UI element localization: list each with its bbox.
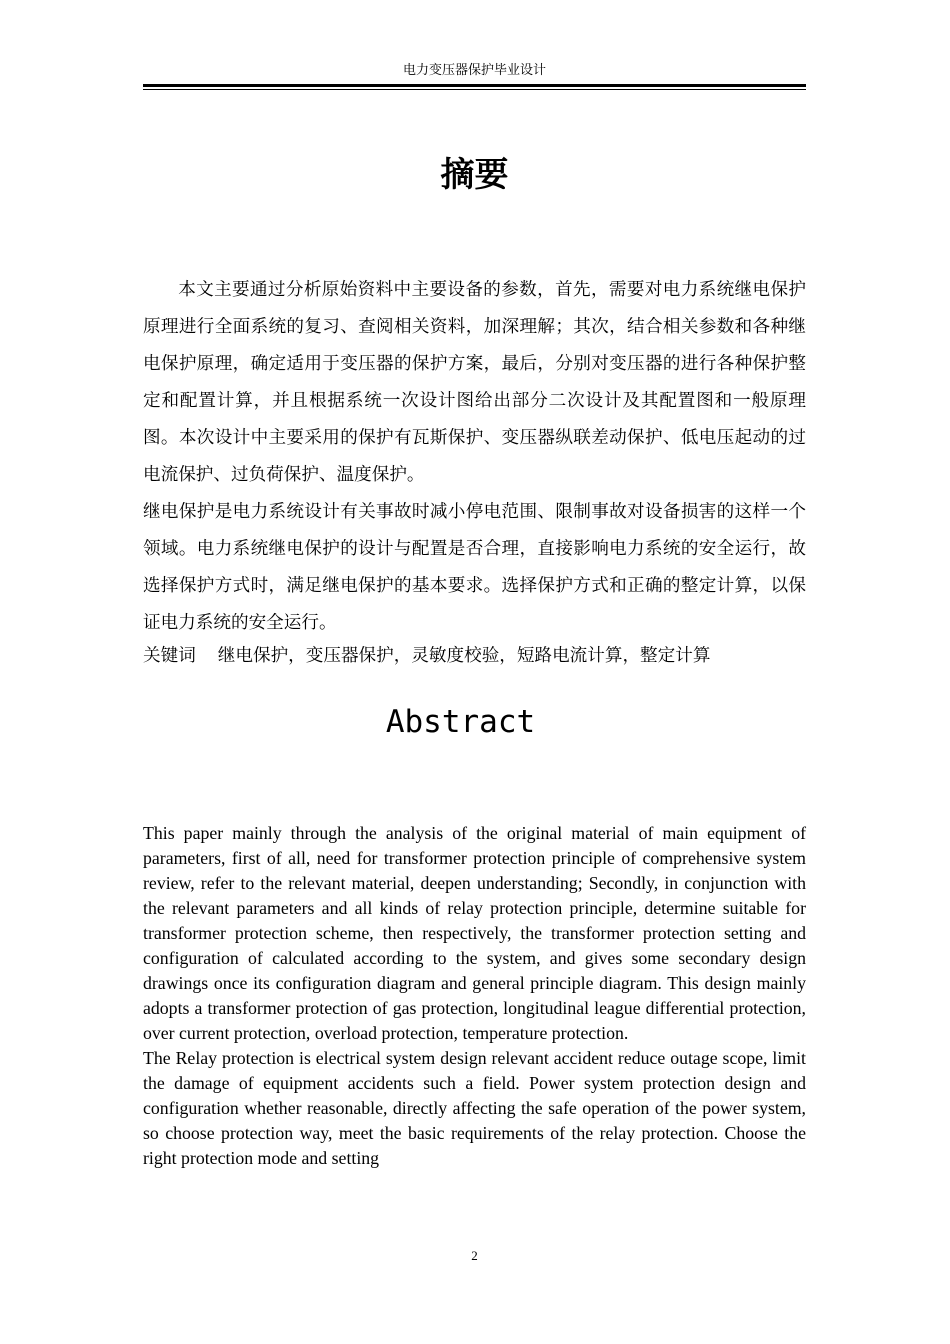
chinese-abstract-body [143,272,806,642]
keywords-text: 继电保护，变压器保护，灵敏度校验，短路电流计算，整定计算 [217,646,711,666]
running-header: 电力变压器保护毕业设计 [402,63,546,78]
chinese-abstract-paragraph-1: 本文主要通过分析原始资料中主要设备的参数，首先，需要对电力系统继电保护原理进行全面系统的复习、查阅相关资料，加深理解；其次，结合相关参数和各种继电保护原理，确定适用于变压器的保护方案，最后，分别对变压器的进行各种保护整定和配置计算，并且根据系统一次设计图给出部分二次设计及其配置图和一般原理图。本次设计中主要采用的保护有瓦斯保护、变压器纵联差动保护、低电压起动的过电流保护、过负荷保护、温度保护。 [143,280,806,485]
chinese-keywords [143,642,806,670]
chinese-abstract-paragraph-2: 继电保护是电力系统设计有关事故时减小停电范围、限制事故对设备损害的这样一个领域。电力系统继电保护的设计与配置是否合理，直接影响电力系统的安全运行，故选择保护方式时，满足继电保护的基本要求。选择保护方式和正确的整定计算，以保证电力系统的安全运行。 [143,502,806,633]
header-rule-thick [143,84,806,87]
english-abstract-paragraph-1: This paper mainly through the analysis of the original material of main equipment of parameters, first of all, need for transformer protection principle of comprehensive system review, refer to the relevant material, deepen understanding; Secondly, in conjunction with the relevant parameters and all kinds of relay protection principle, determine suitable for transformer protection scheme, then respectively, the transformer protection setting and configuration of calculated according to the system, and gives some secondary design drawings once its configuration diagram and general principle diagram. This design mainly adopts a transformer protection of gas protection, longitudinal league differential protection, over current protection, overload protection, temperature protection. [143,823,806,1043]
english-abstract-body [143,821,806,1171]
chinese-abstract-title: 摘要 [440,155,509,195]
keywords-label: 关键词 [143,646,196,666]
english-abstract-paragraph-2: The Relay protection is electrical system design relevant accident reduce outage scope, limit the damage of equipment accidents such a field. Power system protection design and configuration whether reasonable, directly affecting the safe operation of the power system, so choose protection way, meet the basic requirements of the relay protection. Choose the right protection mode and setting [143,1048,806,1168]
english-abstract-title: Abstract [385,704,536,740]
page-number: 2 [471,1248,478,1263]
header-rule-thin [143,89,806,90]
